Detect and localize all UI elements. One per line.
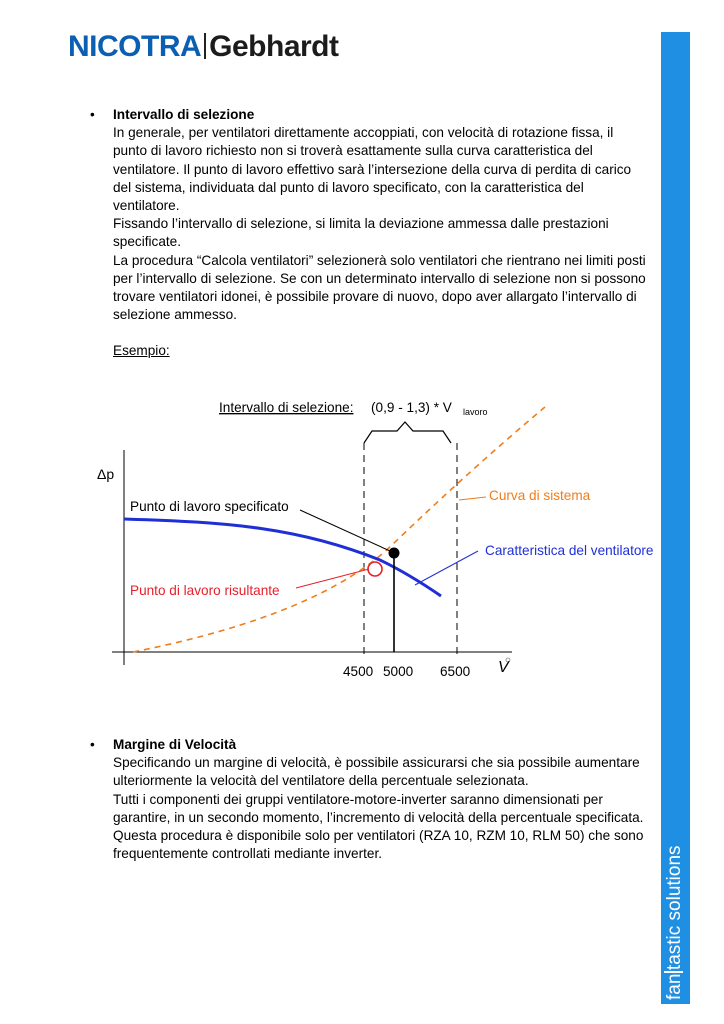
paragraph: Fissando l’intervallo di selezione, si limita la deviazione ammessa dalle prestazioni specificate. <box>113 216 609 250</box>
interval-formula: (0,9 - 1,3) * V <box>371 400 452 415</box>
y-axis-label: Δp <box>97 466 115 482</box>
paragraph: Specificando un margine di velocità, è possibile assicurarsi che sia possibile aumentare ulteriormente la velocità del ventilatore della percentuale selezionata. <box>113 755 640 789</box>
specified-point-leader <box>300 510 390 551</box>
fan-curve-leader <box>415 551 478 585</box>
resulting-point-marker <box>368 562 382 576</box>
x-axis-label: V <box>498 659 509 676</box>
paragraph: In generale, per ventilatori direttamente accoppiati, con velocità di rotazione fissa, il punto di lavoro richiesto non si troverà esattamente sulla curva caratteristica del ventilatore. Il punto di lavoro effettivo sarà l’intersezione della curva di perdita di carico del sistema, individuata dal punto di lavoro specificato, con la caratteristica del ventilatore. <box>113 125 632 214</box>
system-curve-leader <box>459 497 486 500</box>
x-tick-label: 4500 <box>343 664 374 679</box>
paragraph: La procedura “Calcola ventilatori” selezionerà solo ventilatori che rientrano nei limiti posti per l’intervallo di selezione. Se con un determinato intervallo di selezione non si possono trovare ventilatori idonei, è possibile provare di nuovo, dopo aver allargato l’intervallo di selezione ammesso. <box>113 252 646 323</box>
example-label: Esempio: <box>113 343 170 359</box>
x-tick-label: 5000 <box>383 664 414 679</box>
slogan-part1: fan <box>664 973 685 1000</box>
section-speed-margin <box>90 736 650 863</box>
resulting-point-label: Punto di lavoro risultante <box>130 583 280 598</box>
interval-brace <box>364 422 451 443</box>
section-title: Intervallo di selezione <box>113 107 255 122</box>
interval-label: Intervallo di selezione: <box>219 400 354 415</box>
logo-nicotra: NICOTRA <box>68 30 202 63</box>
bullet: • <box>90 737 95 752</box>
slogan-part2: tastic solutions <box>664 845 685 971</box>
paragraph: Tutti i componenti dei gruppi ventilatore-motore-inverter saranno dimensionati per garantire, in un secondo momento, l’incremento di velocità della percentuale specificata. <box>113 791 644 825</box>
x-tick-label: 6500 <box>440 664 471 679</box>
interval-subscript: lavoro <box>463 407 488 417</box>
fan-curve-label: Caratteristica del ventilatore <box>485 543 654 558</box>
paragraph: Questa procedura è disponibile solo per ventilatori (RZA 10, RZM 10, RLM 50) che sono frequentemente controllati mediante inverter. <box>113 828 644 862</box>
system-curve-label: Curva di sistema <box>489 488 591 503</box>
section-title: Margine di Velocità <box>113 737 237 752</box>
specified-point-marker <box>389 548 400 559</box>
specified-point-label: Punto di lavoro specificato <box>130 499 289 514</box>
logo-gebhardt: Gebhardt <box>209 30 339 63</box>
resulting-point-leader <box>296 569 369 588</box>
system-curve <box>133 407 545 652</box>
bullet: • <box>90 107 95 122</box>
